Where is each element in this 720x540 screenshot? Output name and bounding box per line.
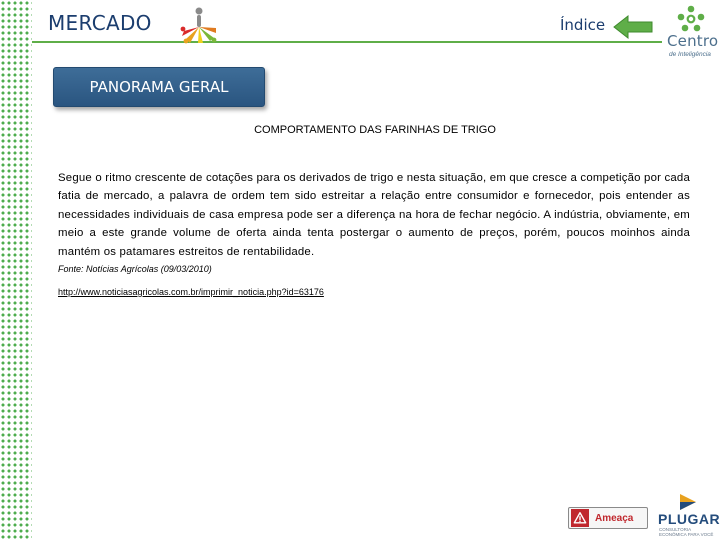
threat-button-label: Ameaça (595, 512, 634, 524)
centro-logo (662, 4, 720, 62)
logo-text: Centro (667, 32, 719, 50)
plugar-subtext: CONSULTORIA ECONÔMICA PARA VOCÊ (659, 527, 714, 537)
logo-subtext: de Inteligência (669, 51, 711, 58)
people-icon (178, 5, 220, 45)
index-link[interactable]: Índice (560, 16, 606, 34)
page-title: MERCADO (48, 11, 152, 35)
plugar-logo-icon (678, 492, 698, 512)
source-link[interactable]: http://www.noticiasagricolas.com.br/imprimir_noticia.php?id=63176 (58, 287, 324, 297)
decorative-dotted-border (0, 0, 32, 540)
article-source: Fonte: Notícias Agrícolas (09/03/2010) (58, 264, 212, 274)
plugar-logo (654, 492, 720, 540)
centro-logo-icon (676, 4, 706, 34)
article-body: Segue o ritmo crescente de cotações para os derivados de trigo e nesta situação, em que cresce a competição por cada fatia de mercado, a palavra de ordem tem sido estreitar a relação entre consumidor e fornecedor, pois entender as necessidades individuais de casa empresa pode ser a diferença na hora de fechar negócio. A indústria, obviamente, em meio a este grande volume de oferta ainda tenta postergar o aumento de preços, porém, poucos moinhos ainda mantém os patamares estreitos de rentabilidade. (58, 172, 690, 258)
warning-icon (571, 509, 589, 527)
back-arrow-icon[interactable] (612, 14, 656, 40)
panorama-geral-button[interactable]: PANORAMA GERAL (53, 67, 265, 107)
article-title: COMPORTAMENTO DAS FARINHAS DE TRIGO (254, 124, 496, 136)
plugar-logo-text: PLUGAR (658, 511, 720, 527)
header-divider (32, 41, 662, 43)
threat-button[interactable] (568, 507, 648, 529)
